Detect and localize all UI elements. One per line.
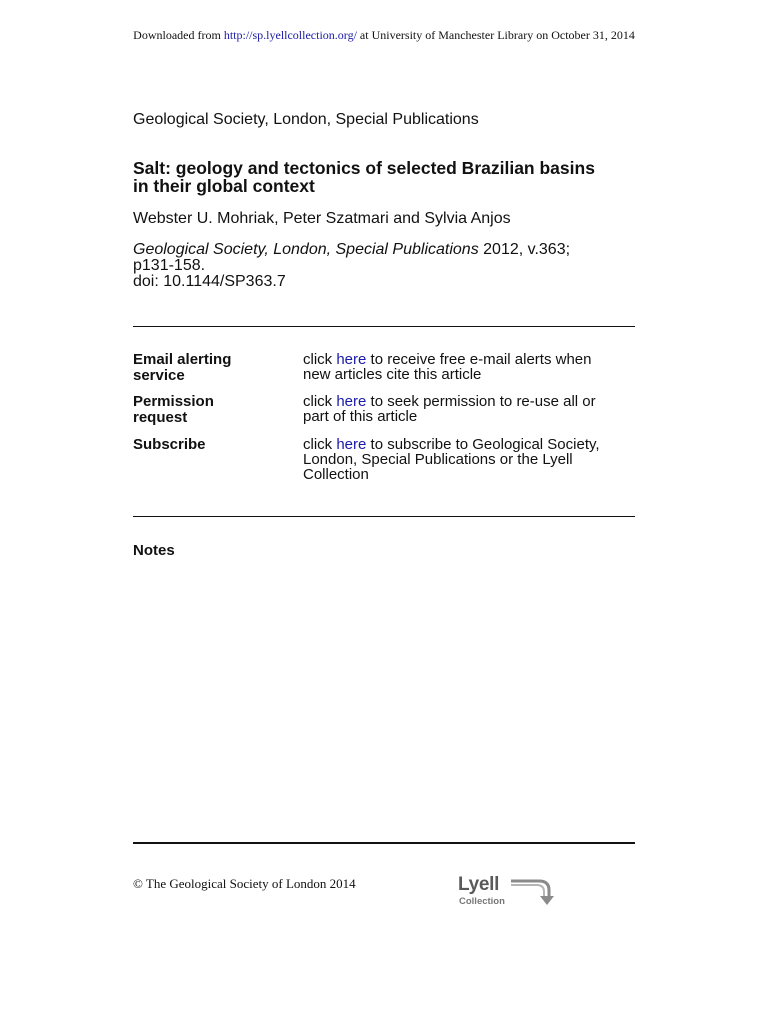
- citation-volume: 2012, v.363;: [478, 241, 571, 258]
- service-description: click here to subscribe to Geological Society, London, Special Publications or the Lyell Collection: [303, 436, 600, 483]
- journal-name: Geological Society, London, Special Publications: [133, 111, 479, 128]
- article-title-line-1: Salt: geology and tectonics of selected Brazilian basins: [133, 158, 595, 178]
- download-prefix: Downloaded from: [133, 28, 224, 42]
- logo-subtitle: Collection: [459, 896, 505, 907]
- article-title: [133, 159, 653, 195]
- service-description: click here to receive free e-mail alerts when new articles cite this article: [303, 351, 592, 383]
- service-label: Email alerting service: [133, 351, 232, 384]
- lyell-arrow-icon: [509, 872, 559, 908]
- divider-bottom: [133, 842, 635, 844]
- service-description: click here to seek permission to re-use all or part of this article: [303, 393, 596, 425]
- permission-here-link[interactable]: here: [336, 393, 367, 410]
- download-notice: [0, 28, 768, 43]
- notes-heading: Notes: [133, 542, 175, 559]
- citation-pages: p131-158.: [133, 257, 206, 274]
- lyell-collection-logo: [457, 872, 567, 912]
- service-label: Subscribe: [133, 436, 206, 453]
- logo-word: Lyell: [458, 874, 500, 895]
- copyright-notice: © The Geological Society of London 2014: [133, 876, 356, 891]
- citation-journal: Geological Society, London, Special Publications: [133, 241, 479, 258]
- citation-doi: doi: 10.1144/SP363.7: [133, 273, 286, 290]
- article-title-line-2: in their global context: [133, 176, 315, 196]
- download-source-link[interactable]: http://sp.lyellcollection.org/: [223, 28, 357, 42]
- article-citation: [133, 242, 633, 290]
- download-suffix: at University of Manchester Library on October 31, 2014: [356, 28, 635, 42]
- email-alerts-here-link[interactable]: here: [336, 351, 367, 368]
- service-label: Permission request: [133, 393, 214, 426]
- article-authors: Webster U. Mohriak, Peter Szatmari and Sylvia Anjos: [133, 210, 511, 227]
- divider-top: [133, 326, 635, 327]
- divider-middle: [133, 516, 635, 517]
- subscribe-here-link[interactable]: here: [336, 436, 367, 453]
